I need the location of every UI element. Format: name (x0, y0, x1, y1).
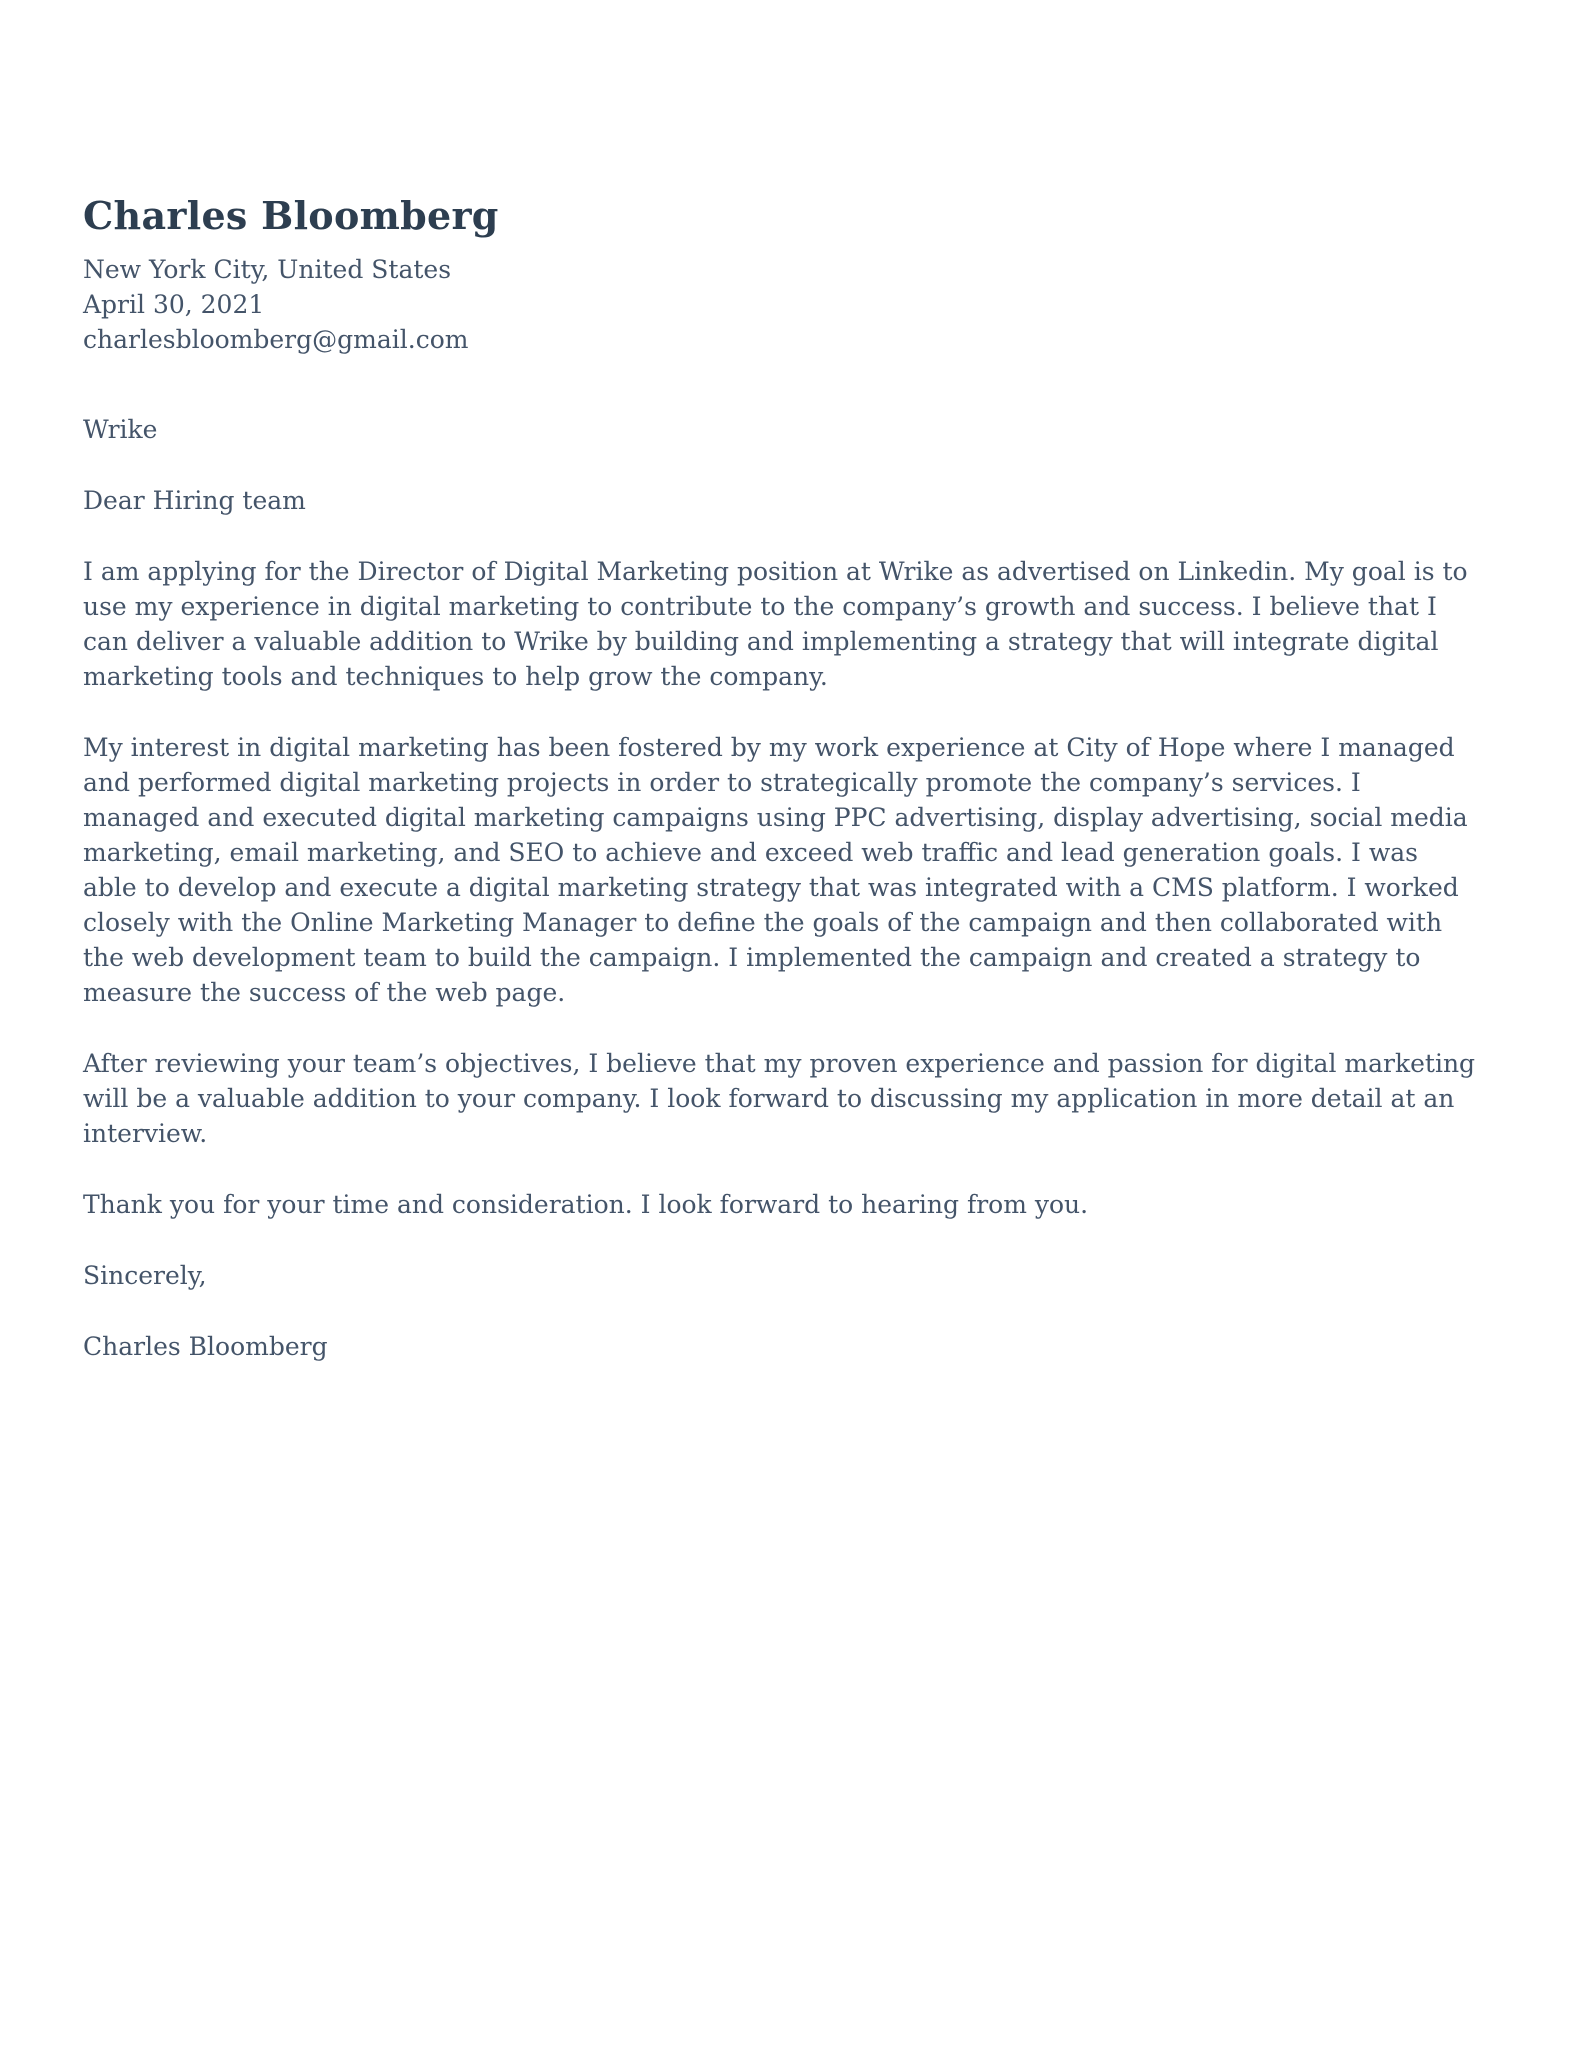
contact-block (83, 252, 1478, 357)
recipient-company: Wrike (83, 414, 158, 444)
body-paragraph-3: After reviewing your team’s objectives, I believe that my proven experience and passion for digital marketing will be a valuable addition to your company. I look forward to discussing my application in more detail at an interview. (83, 1048, 1476, 1148)
sender-email: charlesbloomberg@gmail.com (83, 324, 469, 354)
body-paragraph-4: Thank you for your time and consideration. I look forward to hearing from you. (83, 1189, 1089, 1219)
signature: Charles Bloomberg (83, 1331, 328, 1361)
letter-date: April 30, 2021 (83, 289, 265, 319)
sender-name: Charles Bloomberg (83, 193, 499, 238)
sender-location: New York City, United States (83, 254, 452, 284)
body-paragraph-2: My interest in digital marketing has been fostered by my work experience at City of Hope where I managed and performed digital marketing projects in order to strategically promote the company’s services. I managed and executed digital marketing campaigns using PPC advertising, display advertising, social media marketing, email marketing, and SEO to achieve and exceed web traffic and lead generation goals. I was able to develop and execute a digital marketing strategy that was integrated with a CMS platform. I worked closely with the Online Marketing Manager to define the goals of the campaign and then collaborated with the web development team to build the campaign. I implemented the campaign and created a strategy to measure the success of the web page. (83, 732, 1468, 1007)
closing: Sincerely, (83, 1260, 207, 1290)
salutation: Dear Hiring team (83, 485, 306, 515)
body-paragraph-1: I am applying for the Director of Digital Marketing position at Wrike as advertised on Linkedin. My goal is to use my experience in digital marketing to contribute to the company’s growth and success. I believe that I can deliver a valuable addition to Wrike by building and implementing a strategy that will integrate digital marketing tools and techniques to help grow the company. (83, 556, 1468, 691)
